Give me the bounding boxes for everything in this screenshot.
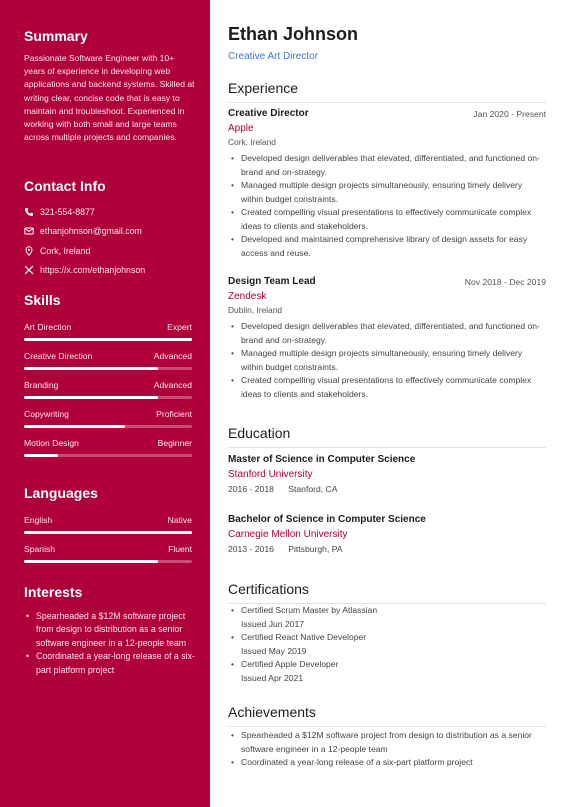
language-bar: [24, 560, 192, 563]
education-location: Stanford, CA: [288, 484, 338, 494]
summary-section: [24, 28, 196, 144]
experience-divider: [228, 102, 546, 103]
skill-item: [24, 380, 192, 399]
sidebar: [0, 0, 210, 807]
achievements-section: [228, 704, 546, 727]
certification-name: Certified React Native Developer: [241, 632, 367, 642]
email-icon: [24, 226, 34, 236]
skill-level: Expert: [167, 322, 192, 332]
education-meta: [228, 484, 546, 494]
language-row: [24, 515, 192, 525]
achievements-divider: [228, 726, 546, 727]
skill-name: Branding: [24, 380, 59, 390]
education-entry: [228, 454, 546, 494]
skill-level: Proficient: [156, 409, 192, 419]
skill-bar-fill: [24, 338, 192, 341]
job-bullet: • Created compelling visual presentations to effectively communicate complex ideas to clients and stakeholders.: [228, 374, 546, 401]
contact-location: [24, 241, 196, 261]
language-level: Fluent: [168, 544, 192, 554]
experience-heading: Experience: [228, 80, 299, 96]
job-bullet: • Developed design deliverables that elevated, differentiated, and functioned on-brand and on-strategy.: [228, 320, 546, 347]
job-bullets: [228, 320, 546, 401]
achievement-item: • Coordinated a year-long release of a six-part platform project: [228, 756, 546, 770]
job-location: Dublin, Ireland: [228, 305, 283, 315]
language-level: Native: [167, 515, 192, 525]
summary-text: Passionate Software Engineer with 10+ years of experience in developing web applications and backend systems. Skilled at writing clear, concise code that is easy to maintain and troubleshoot. Experienced in working with both small and large teams across multiple projects and companies.: [24, 53, 195, 143]
summary-heading: Summary: [24, 28, 88, 44]
certification-item: [228, 658, 546, 685]
language-item: [24, 515, 192, 534]
certification-name: Certified Apple Developer: [241, 659, 339, 669]
language-bar-fill: [24, 531, 192, 534]
skills-section: [24, 292, 192, 467]
skill-bar-fill: [24, 454, 58, 457]
skill-name: Creative Direction: [24, 351, 93, 361]
job-title: Creative Director: [228, 108, 309, 119]
certification-item: [228, 631, 546, 658]
education-divider: [228, 447, 546, 448]
skill-bar-fill: [24, 367, 158, 370]
job-entry: [228, 108, 546, 260]
language-bar: [24, 531, 192, 534]
education-location: Pittsburgh, PA: [288, 544, 343, 554]
contact-heading: Contact Info: [24, 178, 106, 194]
phone-icon: [24, 207, 34, 217]
language-bar-fill: [24, 560, 158, 563]
skill-item: [24, 409, 192, 428]
skill-item: [24, 438, 192, 457]
interest-item: • Coordinated a year-long release of a six-part platform project: [24, 650, 196, 677]
x-icon: [24, 265, 34, 275]
skill-name: Art Direction: [24, 322, 72, 332]
degree: Bachelor of Science in Computer Science: [228, 514, 426, 525]
interests-list: [24, 610, 196, 677]
skill-row: [24, 380, 192, 390]
skill-bar: [24, 425, 192, 428]
contact-section: [24, 178, 196, 280]
skill-row: [24, 322, 192, 332]
education-years: 2016 - 2018: [228, 484, 274, 494]
job-bullet: • Managed multiple design projects simultaneously, ensuring timely delivery within budget constraints.: [228, 179, 546, 206]
certification-issued: Issued Jun 2017: [241, 618, 305, 629]
languages-list: [24, 515, 192, 563]
contact-email[interactable]: [24, 222, 196, 242]
job-location: Cork, Ireland: [228, 137, 276, 147]
language-row: [24, 544, 192, 554]
job-company: Apple: [228, 123, 254, 134]
skill-name: Motion Design: [24, 438, 79, 448]
school: Carnegie Mellon University: [228, 529, 348, 540]
certification-item: [228, 604, 546, 631]
skill-row: [24, 438, 192, 448]
person-name: Ethan Johnson: [228, 24, 358, 44]
achievements-list: [228, 729, 546, 770]
skill-bar: [24, 454, 192, 457]
contact-email-text: ethanjohnson@gmail.com: [40, 226, 142, 237]
interest-item: • Spearheaded a $12M software project from design to distribution as a senior software engineer in a 12-people team: [24, 610, 196, 650]
education-section: [228, 425, 546, 448]
certifications-list: [228, 604, 546, 685]
job-bullets: [228, 152, 546, 260]
skill-level: Advanced: [153, 351, 192, 361]
job-bullet: • Developed and maintained comprehensive library of design assets for easy access and reuse.: [228, 233, 546, 260]
experience-section: [228, 80, 546, 103]
skill-item: [24, 351, 192, 370]
skills-list: [24, 322, 192, 457]
job-title: Design Team Lead: [228, 276, 316, 287]
contact-phone[interactable]: [24, 202, 196, 222]
contact-phone-text: 321-554-8877: [40, 206, 95, 217]
achievements-heading: Achievements: [228, 704, 316, 720]
skill-name: Copywriting: [24, 409, 69, 419]
education-heading: Education: [228, 425, 291, 441]
job-bullet: • Managed multiple design projects simultaneously, ensuring timely delivery within budget constraints.: [228, 347, 546, 374]
skill-row: [24, 351, 192, 361]
education-years: 2013 - 2016: [228, 544, 274, 554]
certification-issued: Issued Apr 2021: [241, 672, 304, 683]
school: Stanford University: [228, 469, 313, 480]
contact-twitter[interactable]: [24, 261, 196, 281]
languages-heading: Languages: [24, 485, 98, 501]
education-meta: [228, 544, 546, 554]
job-bullet: • Developed design deliverables that elevated, differentiated, and functioned on-brand and on-strategy.: [228, 152, 546, 179]
degree: Master of Science in Computer Science: [228, 454, 416, 465]
skill-row: [24, 409, 192, 419]
skill-item: [24, 322, 192, 341]
skill-bar-fill: [24, 396, 158, 399]
language-name: Spanish: [24, 544, 56, 554]
skill-bar: [24, 367, 192, 370]
achievement-item: • Spearheaded a $12M software project from design to distribution as a senior software engineer in a 12-people team: [228, 729, 546, 756]
education-entry: [228, 514, 546, 554]
skill-bar: [24, 396, 192, 399]
job-company: Zendesk: [228, 291, 267, 302]
contact-twitter-text: https://x.com/ethanjohnson: [40, 265, 146, 276]
certification-name: Certified Scrum Master by Atlassian: [241, 605, 378, 615]
skill-bar-fill: [24, 425, 125, 428]
certification-issued: Issued May 2019: [241, 645, 307, 656]
interests-section: [24, 584, 196, 677]
language-item: [24, 544, 192, 563]
skill-level: Beginner: [157, 438, 192, 448]
interests-heading: Interests: [24, 584, 83, 600]
certifications-heading: Certifications: [228, 581, 309, 597]
skill-level: Advanced: [153, 380, 192, 390]
job-bullet: • Created compelling visual presentations to effectively communicate complex ideas to clients and stakeholders.: [228, 206, 546, 233]
job-entry: [228, 276, 546, 401]
language-name: English: [24, 515, 53, 525]
skill-bar: [24, 338, 192, 341]
job-dates: Jan 2020 - Present: [473, 109, 546, 119]
languages-section: [24, 485, 192, 573]
certifications-section: [228, 581, 546, 604]
job-dates: Nov 2018 - Dec 2019: [464, 277, 546, 287]
person-role: Creative Art Director: [228, 51, 319, 62]
location-icon: [24, 246, 34, 256]
skills-heading: Skills: [24, 292, 61, 308]
contact-location-text: Cork, Ireland: [40, 245, 91, 256]
